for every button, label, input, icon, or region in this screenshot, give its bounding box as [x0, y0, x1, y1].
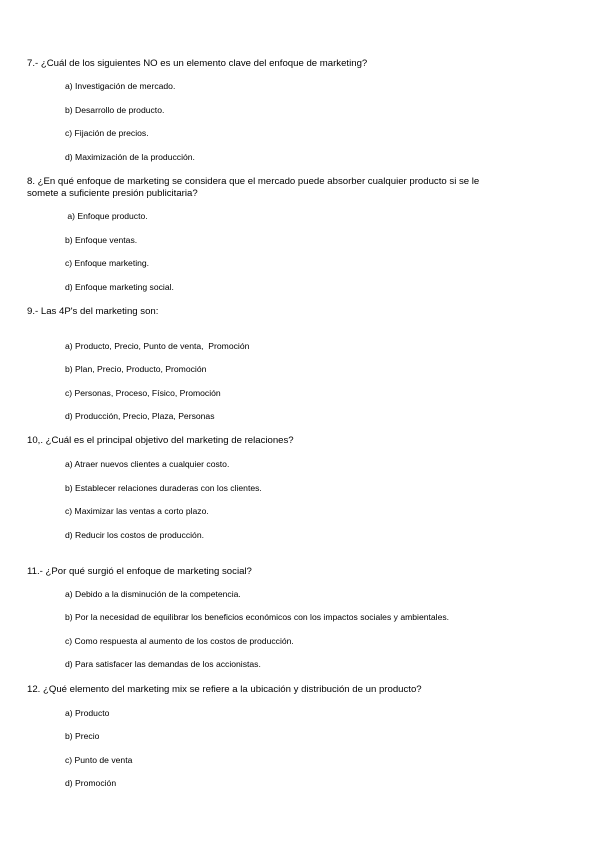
question-12-option-d: d) Promoción: [65, 778, 117, 788]
question-11-option-d: d) Para satisfacer las demandas de los accionistas.: [65, 659, 261, 669]
question-8-option-d: d) Enfoque marketing social.: [65, 282, 174, 292]
question-7-option-a: a) Investigación de mercado.: [65, 81, 176, 91]
question-10-option-d: d) Reducir los costos de producción.: [65, 530, 205, 540]
question-7-option-b: b) Desarrollo de producto.: [65, 105, 165, 115]
question-9-option-c: c) Personas, Proceso, Físico, Promoción: [65, 388, 221, 398]
question-9-option-d: d) Producción, Precio, Plaza, Personas: [65, 411, 215, 421]
question-12-option-b: b) Precio: [65, 731, 100, 741]
question-10-text: 10,. ¿Cuál es el principal objetivo del marketing de relaciones?: [27, 435, 294, 446]
question-8-option-b: b) Enfoque ventas.: [65, 235, 138, 245]
question-9-option-b: b) Plan, Precio, Producto, Promoción: [65, 364, 207, 374]
question-12-option-a: a) Producto: [65, 708, 110, 718]
question-7-option-c: c) Fijación de precios.: [65, 128, 149, 138]
question-10-option-b: b) Establecer relaciones duraderas con los clientes.: [65, 483, 262, 493]
question-9-text: 9.- Las 4P's del marketing son:: [27, 306, 159, 317]
question-8-option-c: c) Enfoque marketing.: [65, 258, 150, 268]
question-9-option-a: a) Producto, Precio, Punto de venta, Promoción: [65, 341, 250, 351]
question-10-option-a: a) Atraer nuevos clientes a cualquier costo.: [65, 459, 230, 469]
question-12-text: 12. ¿Qué elemento del marketing mix se refiere a la ubicación y distribución de un producto?: [27, 684, 422, 695]
question-11-text: 11.- ¿Por qué surgió el enfoque de marketing social?: [27, 566, 252, 577]
question-11-option-c: c) Como respuesta al aumento de los costos de producción.: [65, 636, 294, 646]
question-10-option-c: c) Maximizar las ventas a corto plazo.: [65, 506, 209, 516]
question-8-text-line-2: somete a suficiente presión publicitaria?: [27, 188, 198, 199]
question-7-text: 7.- ¿Cuál de los siguientes NO es un elemento clave del enfoque de marketing?: [27, 58, 368, 69]
question-8-option-a: a) Enfoque producto.: [65, 211, 148, 221]
question-11-option-b: b) Por la necesidad de equilibrar los beneficios económicos con los impactos sociales y ambientales.: [65, 612, 450, 622]
question-7-option-d: d) Maximización de la producción.: [65, 152, 195, 162]
question-12-option-c: c) Punto de venta: [65, 755, 133, 765]
question-11-option-a: a) Debido a la disminución de la competencia.: [65, 589, 241, 599]
question-8-text-line-1: 8. ¿En qué enfoque de marketing se considera que el mercado puede absorber cualquier producto si se le: [27, 176, 480, 187]
